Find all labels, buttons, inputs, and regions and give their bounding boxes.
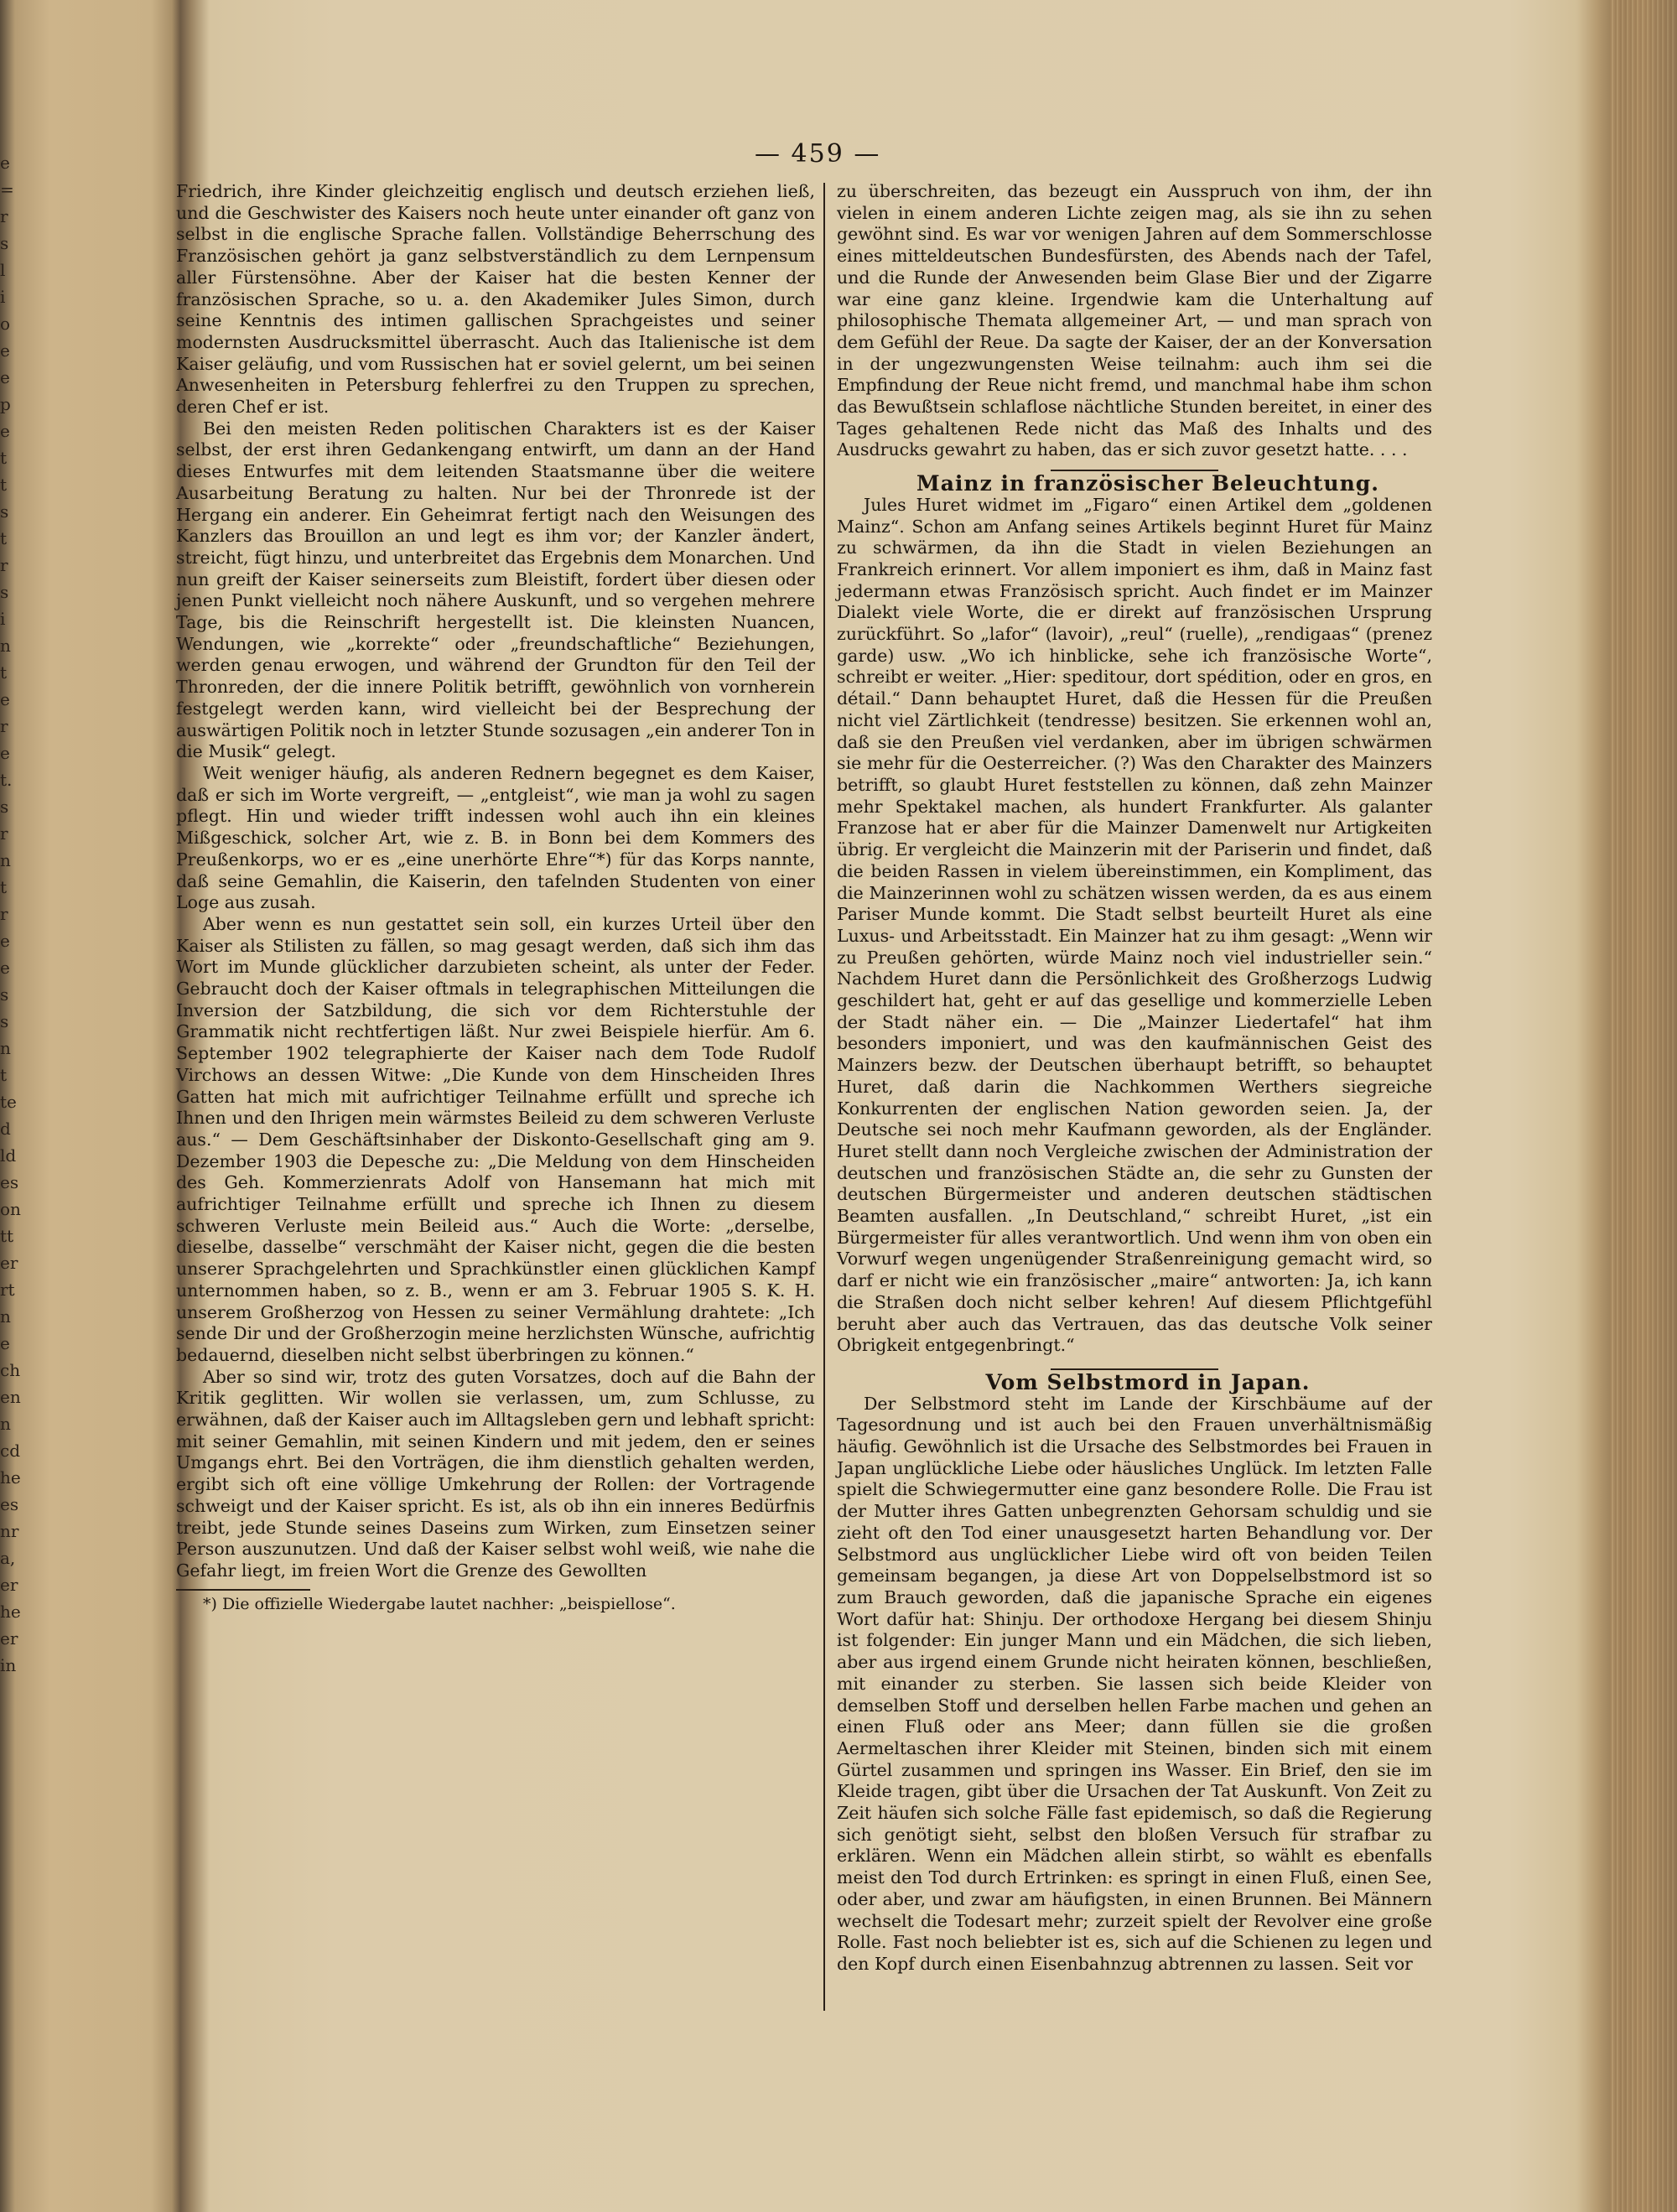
page-number: — 459 — [755, 139, 881, 169]
left-page-fragment: es [0, 1172, 19, 1192]
left-page-fragment: e [0, 1333, 10, 1353]
left-page-fragment: s [0, 1011, 9, 1031]
left-page-fragment: s [0, 501, 9, 522]
left-page-fragment: r [0, 206, 8, 226]
left-page-fragment: er [0, 1575, 18, 1595]
paragraph: Der Selbstmord steht im Lande der Kirschbäume auf der Tagesordnung und ist auch bei den Frauen unverhältnismäßig häufig. Gewöhnlich ist die Ursache des Selbstmordes bei Frauen in Japan unglückliche Liebe oder häusliches Unglück. Im letzten Falle spielt die Schwiegermutter eine ganz besondere Rolle. Die Frau ist der Mutter ihres Gatten unbegrenzten Gehorsam schuldig und sie zieht oft den Tod einer unausgesetzt harten Behandlung vor. Der Selbstmord aus unglücklicher Liebe wird oft von beiden Teilen gemeinsam begangen, ja diese Art von Doppelselbstmord ist so zum Brauch geworden, daß die japanische Sprache ein eigenes Wort dafür hat: Shinju. Der orthodoxe Hergang bei diesem Shinju ist folgender: Ein junger Mann und ein Mädchen, die sich lieben, aber aus irgend einem Grunde nicht heiraten können, beschließen, mit einander zu sterben. Sie lassen sich beide Kleider von demselben Stoff und derselben hellen Farbe machen und gehen an einen Fluß oder ans Meer; dann füllen sie die großen Aermeltaschen ihrer Kleider mit Steinen, binden sich mit einem Gürtel zusammen und springen ins Wasser. Ein Brief, den sie im Kleide tragen, gibt über die Ursachen der Tat Auskunft. Von Zeit zu Zeit häufen sich solche Fälle fast epidemisch, so daß die Regierung sich genötigt sieht, selbst den bloßen Versuch für strafbar zu erklären. Wenn ein Mädchen allein stirbt, so wählt es ebenfalls meist den Tod durch Ertrinken: es springt in einen Fluß, einen See, oder aber, und zwar am häufigsten, in einen Brunnen. Bei Männern wechselt die Todesart mehr; zurzeit spielt der Revolver eine große Rolle. Fast noch beliebter ist es, sich auf die Schienen zu legen und den Kopf durch einen Eisenbahnzug abtrennen zu lassen. Seit vor [837, 1393, 1432, 1974]
paragraph: Weit weniger häufig, als anderen Rednern begegnet es dem Kaiser, daß er sich im Worte vergreift, — „entgleist“, wie man ja wohl zu sagen pflegt. Hin und wieder trifft indessen wohl auch ihn ein kleines Mißgeschick, solcher Art, wie z. B. in Bonn bei dem Kommers des Preußenkorps, wo er es „eine unerhörte Ehre“*) für das Korps nannte, daß seine Gemahlin, die Kaiserin, den tafelnden Studenten von einer Loge aus zusah. [176, 762, 815, 913]
left-page-fragment: n [0, 1414, 11, 1434]
paragraph: zu überschreiten, das bezeugt ein Ausspruch von ihm, der ihn vielen in einem anderen Lichte zeigen mag, als sie ihn zu sehen gewöhnt sind. Es war vor wenigen Jahren auf dem Sommerschlosse eines mitteldeutschen Bundesfürsten, des Abends nach der Tafel, und die Runde der Anwesenden beim Glase Bier und der Zigarre war eine ganz kleine. Irgendwie kam die Unterhaltung auf philosophische Themata allgemeiner Art, — und man sprach von dem Gefühl der Reue. Da sagte der Kaiser, der an der Konversation in der ungezwungensten Weise teilnahm: auch ihm sei die Empfindung der Reue nicht fremd, und manchmal habe ihm schon das Bewußtsein schlaflose nächtliche Stunden bereitet, in einer des Tages gehaltenen Rede nicht das Maß des Inhalts und des Ausdrucks gewahrt zu haben, das er sich zuvor gesetzt hatte. . . . [837, 181, 1432, 460]
left-page-fragment: a, [0, 1548, 16, 1568]
left-page-fragment: e [0, 689, 10, 709]
paragraph: Aber wenn es nun gestattet sein soll, ein kurzes Urteil über den Kaiser als Stilisten zu fällen, so mag gesagt werden, daß sich ihm das Wort im Munde glücklicher darzubieten scheint, als unter der Feder. Gebraucht doch der Kaiser oftmals in telegraphischen Mitteilungen die Inversion der Satzbildung, die sich vor dem Richterstuhle der Grammatik nicht rechtfertigen läßt. Nur zwei Beispiele hierfür. Am 6. September 1902 telegraphierte der Kaiser nach dem Tode Rudolf Virchows an dessen Witwe: „Die Kunde von dem Hinscheiden Ihres Gatten hat mich mit aufrichtiger Teilnahme erfüllt und spreche ich Ihnen und den Ihrigen mein wärmstes Beileid zu dem schweren Verluste aus.“ — Dem Geschäftsinhaber der Diskonto-Gesellschaft ging am 9. Dezember 1903 die Depesche zu: „Die Meldung von dem Hinscheiden des Geh. Kommerzienrats Adolf von Hansemann hat mich mit aufrichtiger Teilnahme erfüllt und spreche ich Ihnen zu diesem schweren Verluste mein Beileid aus.“ Auch die Worte: „derselbe, dieselbe, dasselbe“ verschmäht der Kaiser nicht, gegen die die besten unserer Sprachgelehrten und Sprachkünstler einen glücklichen Kampf unternommen haben, so z. B., wenn er am 3. Februar 1905 S. K. H. unserem Großherzog von Hessen zu seiner Vermählung drahtete: „Ich sende Dir und der Großherzogin meine herzlichsten Wünsche, aufrichtig bedauernd, dieselben nicht selbst überbringen zu können.“ [176, 913, 815, 1365]
left-page-fragments [0, 151, 34, 1996]
paragraph: Aber so sind wir, trotz des guten Vorsatzes, doch auf die Bahn der Kritik geglitten. Wir wollen sie verlassen, um, zum Schlusse, zu erwähnen, daß der Kaiser auch im Alltagsleben gern und lebhaft spricht: mit seiner Gemahlin, mit seinen Kindern und mit jedem, den er seines Umgangs ehrt. Bei den Vorträgen, die ihm dienstlich gehalten werden, ergibt sich oft eine völlige Umkehrung der Rollen: der Vortragende schweigt und der Kaiser spricht. Es ist, als ob ihn ein inneres Bedürfnis treibt, jede Stunde seines Daseins zum Wirken, zum Einsetzen seiner Person auszunutzen. Und daß der Kaiser selbst wohl weiß, wie nahe die Gefahr liegt, im freien Wort die Grenze des Gewollten [176, 1366, 815, 1581]
page-edges [1610, 0, 1677, 2212]
left-page-fragment: en [0, 1387, 21, 1407]
left-page-fragment: r [0, 555, 8, 575]
left-page-fragment: t [0, 1065, 8, 1085]
left-page-fragment: er [0, 1628, 18, 1649]
left-page-fragment: t [0, 448, 8, 468]
left-page-fragment: = [0, 179, 14, 200]
left-page-fragment: n [0, 636, 11, 656]
left-page-fragment: ch [0, 1360, 21, 1380]
left-page-fragment: e [0, 367, 10, 387]
left-page-fragment: er [0, 1253, 18, 1273]
left-page-fragment: r [0, 823, 8, 844]
left-page-fragment: t. [0, 770, 13, 790]
section-title: Mainz in französischer Beleuchtung. [916, 471, 1379, 496]
left-page-fragment: i [0, 609, 6, 629]
left-page-fragment: e [0, 421, 10, 441]
left-page-fragment: e [0, 743, 10, 763]
left-page-fragment: t [0, 475, 8, 495]
left-page-fragment: n [0, 1306, 11, 1327]
left-page-fragment: e [0, 958, 10, 978]
footnote-rule [176, 1589, 310, 1591]
right-column [837, 181, 1432, 1976]
paragraph: Friedrich, ihre Kinder gleichzeitig englisch und deutsch erziehen ließ, und die Geschwister des Kaisers noch heute unter einander oft ganz von selbst in die englische Sprache fallen. Vollständige Beherrschung des Französischen gehört ja ganz selbstverständlich zu dem Lernpensum aller Fürstensöhne. Aber der Kaiser hat die besten Kenner der französischen Sprache, so u. a. den Akademiker Jules Simon, durch seine Kenntnis des intimen gallischen Sprachgeistes und seiner modernsten Ausdrucksmittel überrascht. Auch das Italienische ist dem Kaiser geläufig, und vom Russischen hat er soviel gelernt, um bei seinen Anwesenheiten in Petersburg fehlerfrei zu den Truppen zu sprechen, deren Chef er ist. [176, 181, 815, 418]
column-divider [823, 183, 825, 2011]
left-page-fragment: e [0, 931, 10, 951]
left-page-fragment: r [0, 716, 8, 736]
left-page-fragment: in [0, 1655, 17, 1675]
left-page-fragment: es [0, 1494, 19, 1514]
left-page-fragment: o [0, 314, 11, 334]
left-page-fragment: tt [0, 1226, 14, 1246]
left-page-fragment: t [0, 528, 8, 548]
left-page-fragment: t [0, 877, 8, 897]
footnote: *) Die offizielle Wiedergabe lautet nachher: „beispiellose“. [203, 1594, 676, 1613]
left-page-fragment: te [0, 1092, 17, 1112]
left-page-fragment: r [0, 904, 8, 924]
paragraph: Jules Huret widmet im „Figaro“ einen Artikel dem „goldenen Mainz“. Schon am Anfang seines Artikels beginnt Huret für Mainz zu schwärmen, da ihn die Stadt in vielen Beziehungen an Frankreich erinnert. Vor allem imponiert es ihm, daß in Mainz fast jedermann etwas Französisch spricht. Auch findet er im Mainzer Dialekt viele Worte, die er direkt auf französischen Ursprung zurückführt. So „lafor“ (lavoir), „reul“ (ruelle), „rendigaas“ (prenez garde) usw. „Wo ich hinblicke, sehe ich französische Worte“, schreibt er weiter. „Hier: speditour, dort spédition, oder en gros, en détail.“ Dann behauptet Huret, daß die Hessen für die Preußen nicht viel Zärtlichkeit (tendresse) besitzen. Sie erkennen wohl an, daß sie den Preußen viel verdanken, aber im übrigen schwärmen sie mehr für die Oesterreicher. (?) Was den Charakter des Mainzers betrifft, so glaubt Huret feststellen zu können, daß zehn Mainzer mehr Spektakel machen, als hundert Frankfurter. Als galanter Franzose hat er aber für die Mainzer Damenwelt nur Artigkeiten übrig. Er vergleicht die Mainzerin mit der Pariserin und findet, daß die beiden Rassen in vielem übereinstimmen, ein Kompliment, das die Mainzerinnen wohl zu schätzen wissen werden, da es aus einem Pariser Munde kommt. Die Stadt selbst beurteilt Huret als eine Luxus- und Arbeitsstadt. Ein Mainzer hat zu ihm gesagt: „Wenn wir zu Preußen gehörten, würde Mainz noch viel industrieller sein.“ Nachdem Huret dann die Persönlichkeit des Großherzogs Ludwig geschildert hat, geht er auf das gesellige und kommerzielle Leben der Stadt näher ein. — Die „Mainzer Liedertafel“ hat ihm besonders imponiert, und was den kaufmännischen Geist des Mainzers bezw. der Deutschen überhaupt betrifft, so behauptet Huret, daß darin die Nachkommen Werthers siegreiche Konkurrenten der englischen Nation geworden seien. Ja, der Deutsche sei noch mehr Kaufmann geworden, als der Engländer. Huret stellt dann noch Vergleiche zwischen der Administration der deutschen und französischen Städte an, die sehr zu Gunsten der deutschen Bürgermeister und anderen deutschen städtischen Beamten ausfallen. „In Deutschland,“ schreibt Huret, „ist ein Bürgermeister für alles verantwortlich. Und wenn ihm von oben ein Vorwurf wegen ungenügender Straßenreinigung gemacht wird, so darf er nicht wie ein französischer „maire“ antworten: Ja, ich kann die Straßen doch nicht selber kehren! Auf diesem Pflichtgefühl beruht aber auch das Vertrauen, das das deutsche Volk seiner Obrigkeit entgegenbringt.“ [837, 494, 1432, 1356]
left-page-fragment: d [0, 1119, 11, 1139]
section-title: Vom Selbstmord in Japan. [985, 1369, 1311, 1394]
left-page-fragment: p [0, 394, 11, 414]
left-page-fragment: ld [0, 1145, 17, 1166]
left-page-fragment: e [0, 153, 10, 173]
left-page-fragment: s [0, 984, 9, 1005]
left-page-fragment: he [0, 1467, 21, 1488]
left-page-fragment: n [0, 850, 11, 870]
left-page-fragment: e [0, 340, 10, 361]
left-page-fragment: cd [0, 1441, 21, 1461]
left-page-fragment: nr [0, 1521, 19, 1541]
left-page-fragment: on [0, 1199, 21, 1219]
left-page-fragment: s [0, 797, 9, 817]
left-page-fragment: n [0, 1038, 11, 1058]
left-page-fragment: s [0, 233, 9, 253]
left-page-fragment: t [0, 662, 8, 683]
left-column [176, 181, 815, 1615]
left-page-fragment: rt [0, 1280, 15, 1300]
left-page-fragment: i [0, 287, 6, 307]
left-page-fragment: l [0, 260, 6, 280]
paragraph: Bei den meisten Reden politischen Charakters ist es der Kaiser selbst, der erst ihren Gedankengang entwirft, um dann an der Hand dieses Entwurfes mit dem leitenden Staatsmanne über die weitere Ausarbeitung Beratung zu halten. Nur bei der Thronrede ist der Hergang ein anderer. Ein Geheimrat fertigt nach den Weisungen des Kanzlers das Brouillon an und legt es ihm vor; der Kanzler ändert, streicht, fügt hinzu, und unterbreitet das Ergebnis dem Monarchen. Und nun greift der Kaiser seinerseits zum Bleistift, fordert über diesen oder jenen Punkt vielleicht noch nähere Auskunft, und so vergehen mehrere Tage, bis die Reinschrift hergestellt ist. Die kleinsten Nuancen, Wendungen, wie „korrekte“ oder „freundschaftliche“ Beziehungen, werden genau erwogen, und während der Grundton für den Teil der Thronreden, der die innere Politik betrifft, gewöhnlich von vornherein festgelegt werden kann, wird vielleicht bei der Besprechung der auswärtigen Politik noch in letzter Stunde sozusagen „ein anderer Ton in die Musik“ gelegt. [176, 418, 815, 762]
left-page-fragment: s [0, 582, 9, 602]
left-page-fragment: he [0, 1602, 21, 1622]
